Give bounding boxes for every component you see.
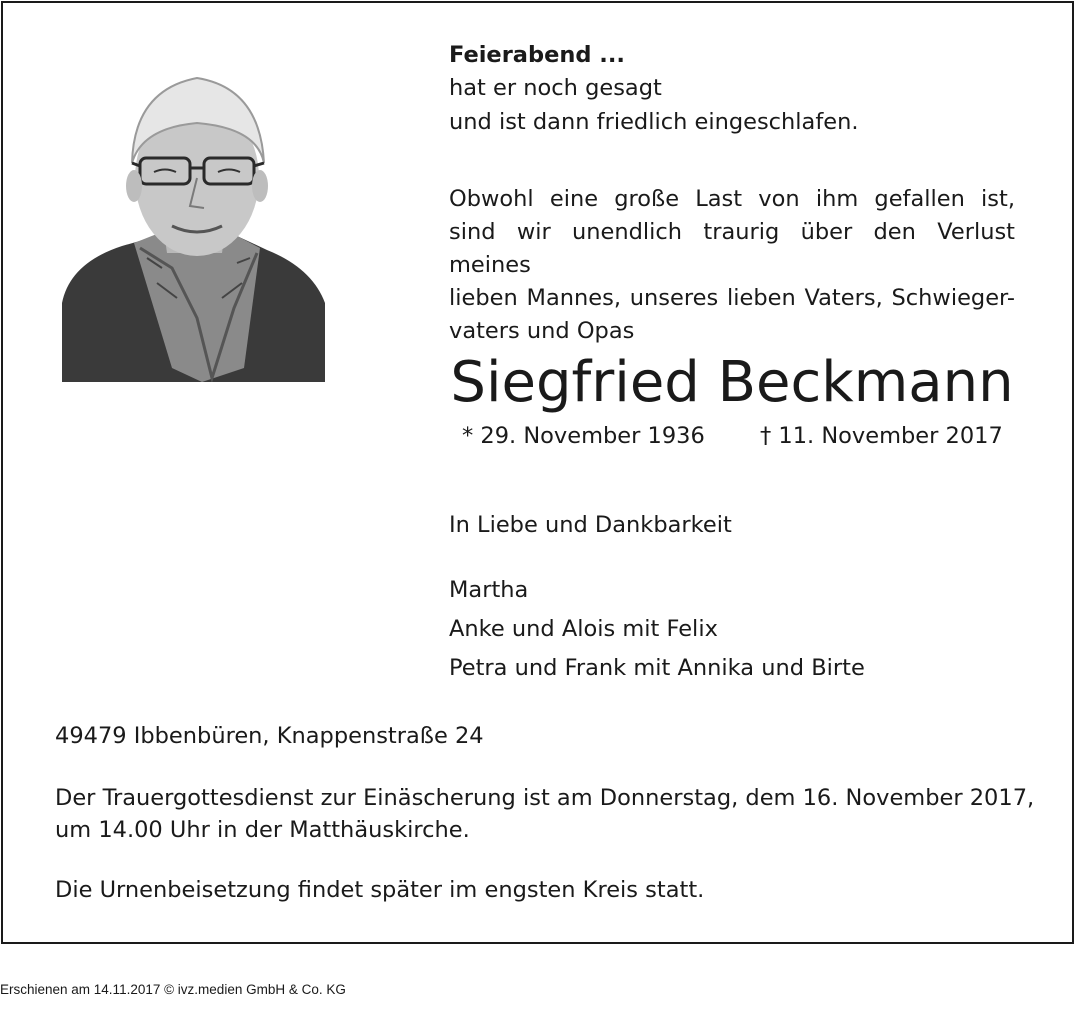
service-line-2: um 14.00 Uhr in der Matthäuskirche. — [55, 817, 470, 843]
portrait-photo-icon — [62, 68, 325, 382]
service-line-1: Der Trauergottesdienst zur Einäscherung ist am Donnerstag, dem 16. November 2017, — [55, 785, 1035, 811]
paragraph-line-2: sind wir unendlich traurig über den Verlust meines — [449, 219, 1015, 278]
portrait-photo — [62, 68, 325, 382]
paragraph-line-1: Obwohl eine große Last von ihm gefallen ist, — [449, 186, 1015, 212]
paragraph-line-4: vaters und Opas — [449, 318, 635, 344]
intro-line-2: und ist dann friedlich eingeschlafen. — [449, 109, 859, 135]
condolence-paragraph — [449, 183, 1015, 348]
death-date: † 11. November 2017 — [760, 423, 1003, 449]
intro-line-1: hat er noch gesagt — [449, 75, 662, 101]
closing-line: In Liebe und Dankbarkeit — [449, 512, 732, 538]
paragraph-line-3: lieben Mannes, unseres lieben Vaters, Schwieger- — [449, 285, 1015, 311]
birth-date: * 29. November 1936 — [462, 423, 705, 449]
publication-footer: Erschienen am 14.11.2017 © ivz.medien GmbH & Co. KG — [0, 982, 346, 997]
family-address: 49479 Ibbenbüren, Knappenstraße 24 — [55, 723, 484, 749]
intro-title: Feierabend ... — [449, 42, 625, 68]
mourner-1: Martha — [449, 577, 529, 603]
mourner-2: Anke und Alois mit Felix — [449, 616, 718, 642]
burial-note: Die Urnenbeisetzung findet später im engsten Kreis statt. — [55, 877, 705, 903]
mourner-3: Petra und Frank mit Annika und Birte — [449, 655, 865, 681]
deceased-name: Siegfried Beckmann — [450, 350, 1014, 415]
